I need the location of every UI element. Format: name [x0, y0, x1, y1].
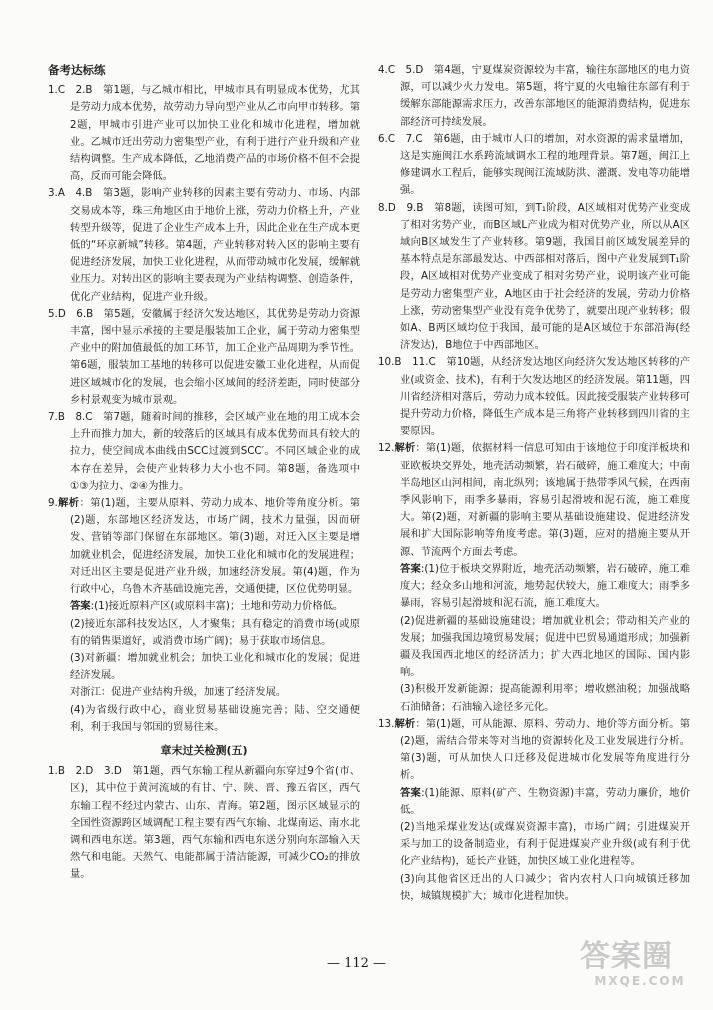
q9-answer-line-4: 对浙江：促进产业结构升级，加速了经济发展。: [70, 686, 287, 699]
right-column: [378, 62, 690, 905]
answer-item-10: 10.B 11.C 第10题，从经济发达地区向经济欠发达地区转移的产业(或资金、技术)，有利于欠发达地区的经济发展。第11题，四川省经济相对落后，劳动力成本较低。因此接受服装产业转移可提升劳动力价格，降低生产成本是三角将产业转移到四川省的主要原因。: [378, 356, 690, 438]
q13-answer-line-1: 答案:(1)能源、原料(矿产、生物资源)丰富，劳动力廉价，地价低。: [400, 786, 690, 816]
answer-item-6: 6.C 7.C 第6题，由于城市人口的增加，对水资源的需求量增加，这是实施闽江水系跨流域调水工程的地理背景。第7题，闽江上修建调水工程后，能够实现闽江流域防洪、灌溉、发电等功能增强。: [378, 132, 690, 197]
q12-answer-line-2: (2)促进新疆的基础设施建设；增加就业机会；带动相关产业的发展；加强我国边境贸易发展；促进中巴贸易通道形成；加强新疆及我国西北地区的经济活力；扩大西北地区的国际、国内影响。: [400, 614, 690, 679]
answer-item-9: 9.解析：第(1)题，主要从原料、劳动力成本、地价等角度分析。第(2)题，东部地区经济发达，市场广阔，技术力量强，因而研发、营销等部门保留在东部地区。第(3)题，对迁入区主要是增加就业机会，促进经济发展，加快工业化和城市化的发展进程；对迁出区主要是促进产业升级，加速经济发展。第(4)题，作为行政中心，乌鲁木齐基础设施完善，交通便捷，区位优势明显。: [48, 497, 360, 596]
answer-item-13: 13.解析：第(1)题，可从能源、原料、劳动力、地价等方面分析。第(2)题，需结合带来等对当地的资源转化及工业发展进行分析。第(3)题，可从加快人口迁移及促进城市化发展等角度进行分析。: [378, 717, 690, 782]
left-column: [48, 62, 360, 884]
q9-answer-line-1: 答案:(1)接近原料产区(或原料丰富)；土地和劳动力价格低。: [70, 600, 344, 613]
watermark-bottom: MXQE.COM: [594, 974, 686, 988]
q12-answer-line-3: (3)积极开发新能源；提高能源利用率；增收燃油税；加强战略石油储备；石油输入途径多元化。: [400, 683, 690, 713]
chapter-item-1: 1.B 2.D 3.D 第1题，西气东输工程从新疆向东穿过9个省(市、区)，其中位于黄河流域的有甘、宁、陕、晋、豫五省区，西气东输工程不经过内蒙古、山东、青海。第2题，图示区域显示的全国性资源跨区域调配工程主要有西气东输、北煤南运、南水北调和西电东送。第3题，西气东输和西电东送分别向东部输入天然气和电能。天然气、电能都属于清洁能源，可减少CO₂的排放量。: [48, 765, 360, 881]
answer-item-5: 5.D 6.B 第5题，安徽属于经济欠发达地区，其优势是劳动力资源丰富，图中显示承接的主要是服装加工企业，属于劳动力密集型产业中的附加值最低的加工环节，加工企业产品周期为季节性。第6题，服装加工基地的转移可以促进安徽工业化进程，从而促进区域城市化的发展，也会缩小区域间的经济差距，同时使部分乡村景观变为城市景观。: [48, 307, 360, 406]
answer-item-3: 3.A 4.B 第3题，影响产业转移的因素主要有劳动力、市场、内部交易成本等，珠三角地区由于地价上涨，劳动力价格上升，产业转型升级等，促进了企业生产成本上升，因此企业在生产成本更低的“环京新城”转移。第4题，产业转移对转入区的影响主要有促进经济发展，加快工业化进程，从而带动城市化发展，缓解就业压力。对转出区的影响主要表现为产业结构调整、创造条件，优化产业结构，促进产业升级。: [48, 187, 360, 303]
q13-answer-line-2: (2)当地采煤业发达(或煤炭资源丰富)，市场广阔；引进煤炭开采与加工的设备制造业，有利于促进煤炭产业升级(或有利于优化产业结构)，延长产业链，加快区域工业化进程等。: [400, 820, 690, 868]
answer-item-1: 1.C 2.B 第1题，与乙城市相比，甲城市具有明显成本优势，尤其是劳动力成本优势，故劳动力导向型产业从乙市向甲市转移。第2题，甲城市引进产业可以加快工业化和城市化进程，增加就业。乙城市迁出劳动力密集型产业，有利于进行产业升级和产业结构调整。生产成本降低，乙地消费产品的市场价格不但不会提高，反而可能会降低。: [48, 84, 360, 183]
q9-answer-line-3: (3)对新疆：增加就业机会；加快工业化和城市化的发展；促进经济发展。: [70, 651, 360, 682]
chapter-title: 章末过关检测(五): [160, 743, 248, 757]
q9-answer-line-5: (4)为省级行政中心，商业贸易基础设施完善；陆、空交通便利，利于我国与邻国的贸易往来。: [70, 703, 360, 733]
answer-item-12: 12.解析：第(1)题，依据材料一信息可知由于该地位于印度洋板块和亚欧板块交界处，地壳活动频繁，岩石破碎，施工难度大；中南半岛地区山河相间，南北纵列；该地属于热带季风气候，在西南季风影响下，雨季多暴雨，容易引起滑坡和泥石流，施工难度大。第(2)题，对新疆的影响主要从基础设施建设、促进经济发展和扩大国际影响等角度考虑。第(3)题，应对的措施主要从开源、节流两个方面去考虑。: [378, 442, 690, 558]
watermark-logo: [580, 940, 700, 1002]
q9-answer-line-2: (2)接近东部科技发达区，人才聚集；具有稳定的消费市场(或原有的销售渠道好，或消费市场广阔)；易于获取市场信息。: [70, 617, 360, 647]
section-title: 备考达标练: [48, 63, 106, 77]
answer-item-8: 8.D 9.B 第8题，读图可知，到T₁阶段，A区域相对优势产业变成了相对劣势产业，而B区域L产业成为相对优势产业，所以从A区域向B区域发生了产业转移。第9题，我国目前区域发展差异的基本特点是东部最发达、中西部相对落后，图中产业发展到T₁阶段，A区域相对优势产业变成了相对劣势产业，说明该产业可能是劳动力密集型产业，A地区由于社会经济的发展，劳动力价格上涨，劳动密集型产业没有竞争优势了，就要出现产业转移；假如A、B两区域均位于我国，最可能的是A区域位于东部沿海(经济发达)，B地位于中西部地区。: [378, 201, 690, 352]
page-number: — 112 —: [326, 956, 387, 971]
q13-answer-line-3: (3)向其他省区迁出的人口减少；省内农村人口向城镇迁移加快，城镇规模扩大；城市化进程加快。: [400, 872, 690, 902]
answer-item-7: 7.B 8.C 第7题，随着时间的推移，会区域产业在地的用工成本会上升而推力加大，新的较落后的区域具有成本优势而具有较大的拉力，使空间成本曲线由SCC过渡到SCC′。不同区域企业的成本存在差异，会使产业转移力大小也不同。第8题，备选项中①③为拉力、②④为推力。: [48, 411, 360, 492]
q12-answer-line-1: 答案:(1)位于板块交界附近，地壳活动频繁，岩石破碎，施工难度大；经众多山地和河流，地势起伏较大，施工难度大；雨季多暴雨，容易引起滑坡和泥石流，施工难度大。: [400, 562, 690, 610]
watermark-top: 答案圈: [580, 939, 673, 974]
answer-item-4: 4.C 5.D 第4题，宁夏煤炭资源较为丰富，输往东部地区的电力资源，可以减少火力发电。第5题，将宁夏的火电输往东部有利于缓解东部能源需求压力，改善东部地区的能源消费结构，促进东部经济可持续发展。: [378, 64, 690, 128]
